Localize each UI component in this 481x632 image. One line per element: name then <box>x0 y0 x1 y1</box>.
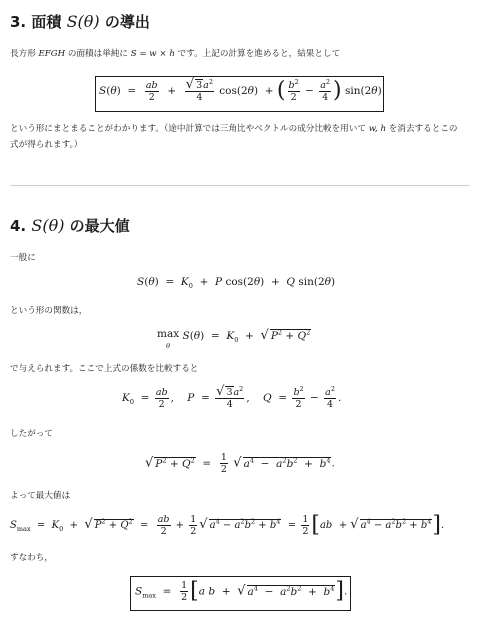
smax-formula: $S_{max} = K_0$ + √ $P^2 + Q^2$ = $\frac{ab}{2}$ + $\frac{1}{2}$ √ $a^4 - a^2b^2 + b^4$ = $\frac{1}{2}$ [ab + √ $a^4 - a^2b^2 + b^4$]. <box>10 512 445 538</box>
area-formula: S(θ) = $\frac{ab}{2}$ + $\frac{√ 3a^2}{4}$ cos(2θ) + ( $\frac{b^2}{2}$ − $\frac{a^2}{4}$ ) sin(2θ) <box>99 77 382 103</box>
section-3-note: という形にまとまることがわかります。（途中計算では三角比やベクトルの成分比較を用いて w, h を消去するとこの <box>10 124 458 134</box>
max-value-text: よって最大値は <box>10 491 71 501</box>
section-divider <box>10 185 470 186</box>
coefficient-formula: $K_0$ = $\frac{ab}{2}$ , P = $\frac{√ 3a^2}{4}$ , Q = $\frac{b^2}{2}$ − $\frac{a^2}{4}$ . <box>122 384 342 410</box>
therefore-text: したがって <box>10 429 53 439</box>
general-form-formula: $S(\theta) = K_0 + P$ cos(2θ) + Q sin(2θ) <box>137 276 336 291</box>
general-text: 一般に <box>10 253 36 263</box>
namely-text: すなわち， <box>10 553 53 563</box>
given-text: で与えられます。ここで上式の係数を比較すると <box>10 364 199 374</box>
final-smax-formula: $S_{max}$ = $\frac{1}{2}$ [a b + √ $a^4 - a^2b^2 + b^4$]. <box>135 578 348 604</box>
function-text: という形の関数は， <box>10 306 88 316</box>
sqrt-formula: √ $P^2 + Q^2$ = $\frac{1}{2}$ √ $a^4 - a^2b^2 + b^4$. <box>145 452 335 475</box>
section-3-intro: 長方形 EFGH の面積は単純に S = w × h です。上記の計算を進めると，結果として <box>10 49 341 59</box>
section-4-heading: 4. S(θ) の最大値 <box>10 216 130 235</box>
section-3-note-cont: 式が得られます。） <box>10 140 83 150</box>
section-3-heading: 3. 面積 S(θ) の導出 <box>10 12 150 31</box>
max-formula: max θ $S(\theta) = K_0$ + √ $P^2 + Q^2$ <box>157 328 311 350</box>
